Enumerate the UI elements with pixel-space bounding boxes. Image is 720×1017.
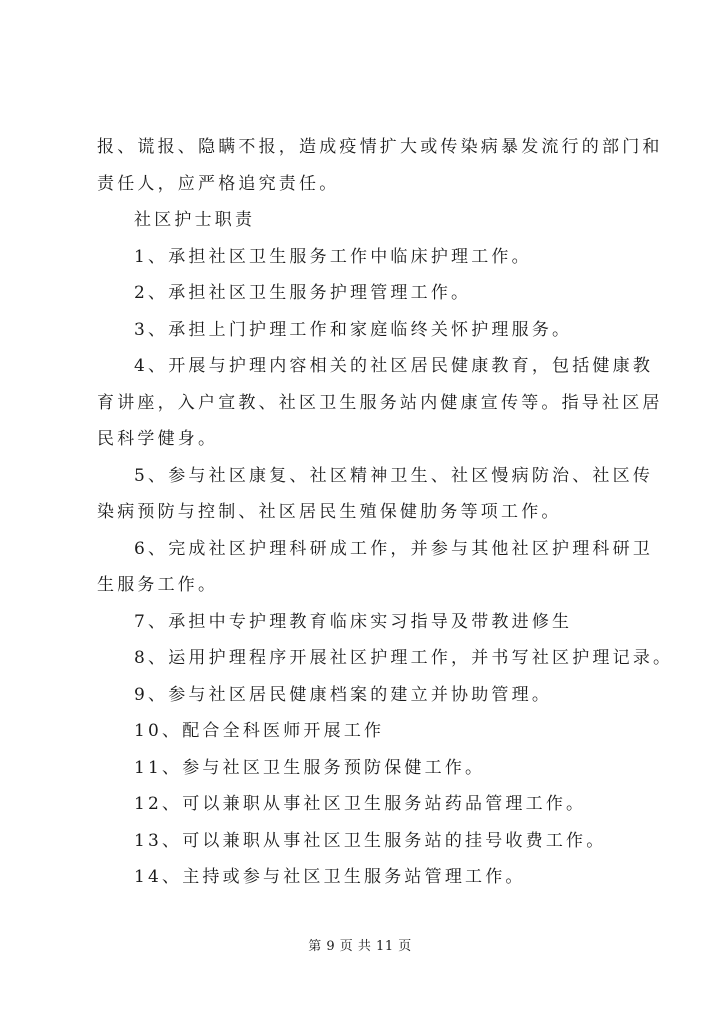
page-number-footer: 第 9 页 共 11 页	[308, 939, 412, 954]
duty-item: 13、可以兼职从事社区卫生服务站的挂号收费工作。	[134, 830, 607, 851]
duty-item: 6、完成社区护理科研成工作，并参与其他社区护理科研卫	[134, 538, 654, 559]
duty-item: 10、配合全科医师开展工作	[134, 721, 385, 741]
section-heading: 社区护士职责	[134, 210, 256, 230]
text-line: 生服务工作。	[97, 575, 219, 595]
text-line: 育讲座，入户宣教、社区卫生服务站内健康宣传等。指导社区居	[97, 392, 663, 413]
text-line: 民科学健身。	[97, 429, 219, 449]
duty-item: 14、主持或参与社区卫生服务站管理工作。	[134, 867, 526, 887]
duty-item: 3、承担上门护理工作和家庭临终关怀护理服务。	[134, 319, 573, 340]
duty-item: 9、参与社区居民健康档案的建立并协助管理。	[134, 684, 553, 705]
duty-item: 2、承担社区卫生服务护理管理工作。	[134, 283, 472, 303]
text-line: 报、谎报、隐瞒不报，造成疫情扩大或传染病暴发流行的部门和	[97, 137, 663, 157]
body-text	[97, 129, 674, 896]
duty-item: 11、参与社区卫生服务预防保健工作。	[134, 757, 486, 778]
duty-item: 4、开展与护理内容相关的社区居民健康教育，包括健康教	[134, 356, 654, 376]
duty-item: 1、承担社区卫生服务工作中临床护理工作。	[134, 246, 532, 267]
text-line: 责任人，应严格追究责任。	[97, 173, 340, 194]
duty-item: 12、可以兼职从事社区卫生服务站药品管理工作。	[134, 794, 587, 814]
duty-item: 7、承担中专护理教育临床实习指导及带教进修生	[134, 611, 573, 632]
duty-item: 5、参与社区康复、社区精神卫生、社区慢病防治、社区传	[134, 465, 654, 486]
text-line: 染病预防与控制、社区居民生殖保健肋务等项工作。	[97, 502, 562, 522]
duty-item: 8、运用护理程序开展社区护理工作，并书写社区护理记录。	[134, 648, 674, 668]
